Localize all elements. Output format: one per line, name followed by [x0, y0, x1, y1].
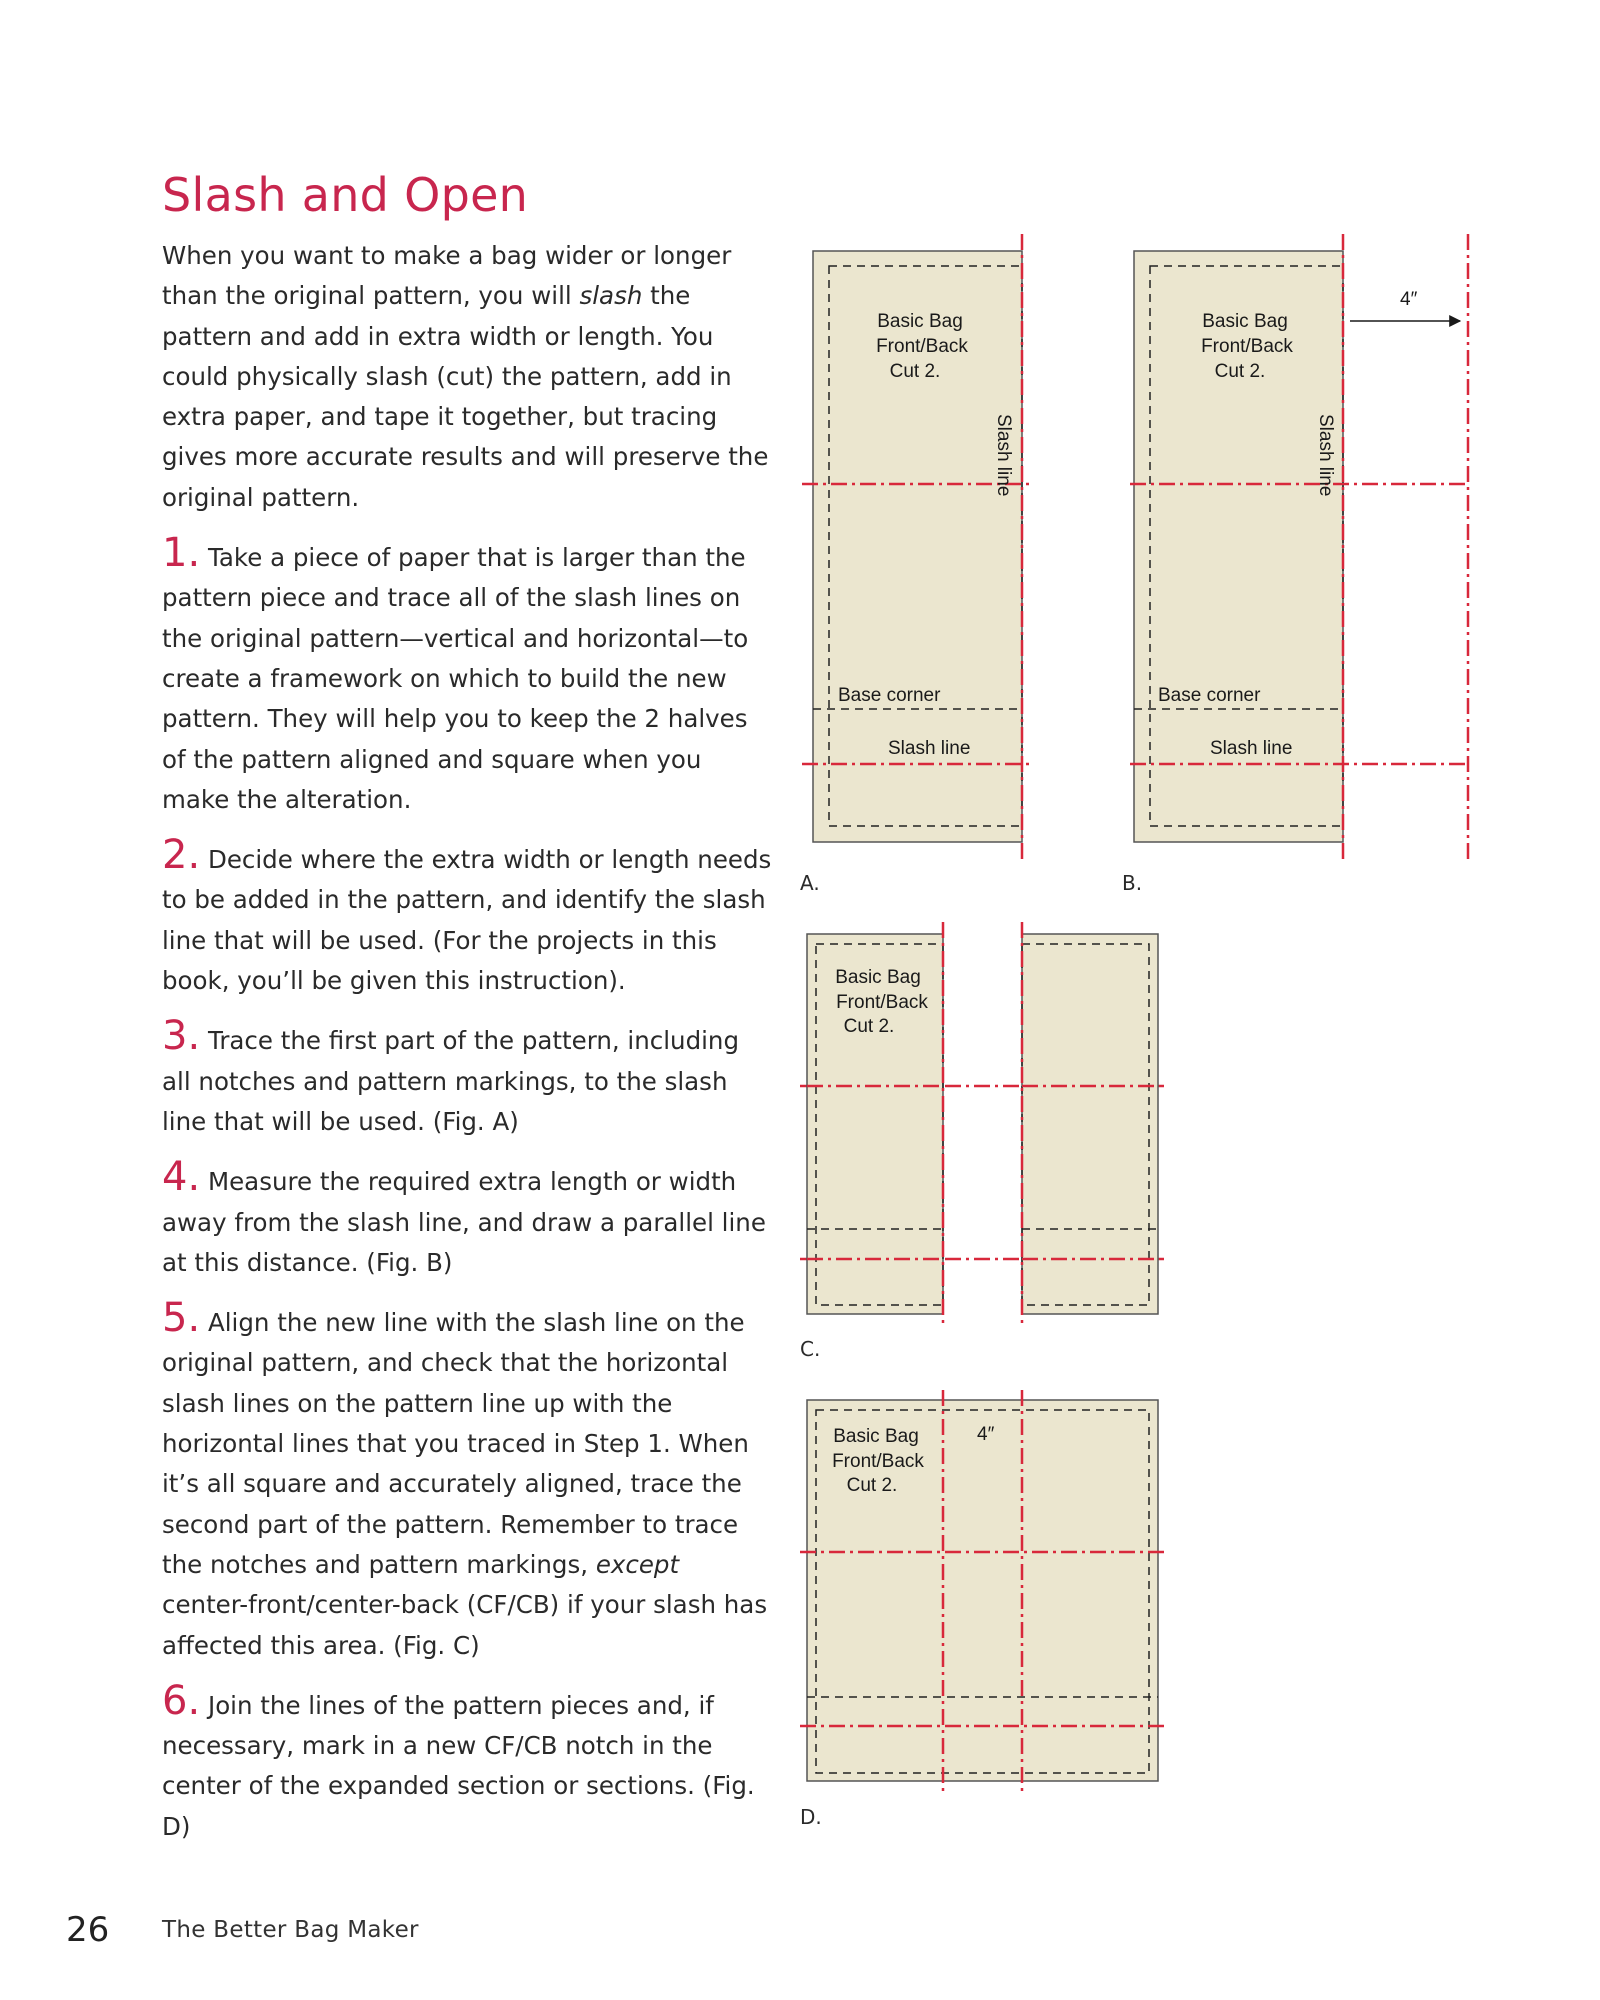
step-text: Decide where the extra width or length needs to be added in the pattern, and identify the slash line that will be used. (For the projects in this book, you’ll be given this instruction).	[162, 845, 772, 996]
figure-d	[800, 1390, 1165, 1829]
emphasis-slash: slash	[579, 281, 643, 311]
step-number: 1.	[162, 530, 201, 577]
slash-line-label: Slash line	[888, 738, 971, 759]
step-number: 5.	[162, 1295, 201, 1342]
figure-a	[800, 234, 1032, 895]
intro-paragraph: When you want to make a bag wider or longer than the original pattern, you will slash the pattern and add in extra width or length. You could physically slash (cut) the pattern, add in extra paper, and tape it together, but tracing gives more accurate results and will preserve the original pattern.	[162, 241, 769, 512]
figure-label: B.	[1122, 871, 1143, 895]
piece-label: Front/Back	[1201, 336, 1293, 357]
step-text: Join the lines of the pattern pieces and, if necessary, mark in a new CF/CB notch in the center of the expanded section or sections. (Fig. D)	[162, 1690, 755, 1841]
piece-label: Cut 2.	[1214, 361, 1266, 382]
step-number: 4.	[162, 1154, 201, 1201]
step-5: 5. Align the new line with the slash line on the original pattern, and check that the horizontal slash lines on the pattern line up with the horizontal lines that you traced in Step 1. When it’s all square and accurately aligned, trace the second part of the pattern. Remember to trace the notches and pattern markings, except center-front/center-back (CF/CB) if your slash has affected this area. (Fig. C)	[162, 1295, 768, 1660]
piece-label: Front/Back	[836, 992, 928, 1013]
slash-line-label: Slash line	[1315, 414, 1336, 497]
step-number: 2.	[162, 832, 201, 879]
pattern-piece-left	[807, 934, 943, 1314]
piece-label: Cut 2.	[846, 1475, 898, 1496]
page-title: Slash and Open	[162, 168, 529, 222]
piece-label: Basic Bag	[833, 1426, 919, 1447]
slash-line-label: Slash line	[1210, 738, 1293, 759]
slash-line-label: Slash line	[993, 414, 1014, 497]
piece-label: Front/Back	[832, 1451, 924, 1472]
base-corner-label: Base corner	[1158, 685, 1261, 706]
page-number: 26	[66, 1910, 110, 1950]
step-number: 6.	[162, 1677, 201, 1724]
figure-label: D.	[800, 1805, 822, 1829]
step-number: 3.	[162, 1013, 201, 1060]
piece-label: Basic Bag	[1202, 311, 1288, 332]
figure-label: C.	[800, 1337, 821, 1361]
measure-label: 4″	[1400, 289, 1418, 310]
base-corner-label: Base corner	[838, 685, 941, 706]
piece-label: Front/Back	[876, 336, 968, 357]
book-title: The Better Bag Maker	[162, 1917, 419, 1943]
figure-label: A.	[800, 871, 820, 895]
step-text: Align the new line with the slash line on the original pattern, and check that the horizontal slash lines on the pattern line up with the horizontal lines that you traced in Step 1. When it’s all square and accurately aligned, trace the second part of the pattern. Remember to trace the notches and pattern markings,	[162, 1308, 749, 1579]
step-text: Measure the required extra length or width away from the slash line, and draw a parallel line at this distance. (Fig. B)	[162, 1167, 766, 1277]
piece-label: Basic Bag	[877, 311, 963, 332]
step-text: Take a piece of paper that is larger than the pattern piece and trace all of the slash lines on the original pattern—vertical and horizontal—to create a framework on which to build the new pattern. They will help you to keep the 2 halves of the pattern aligned and square when you make the alteration.	[162, 543, 749, 814]
emphasis-except: except	[595, 1549, 680, 1579]
piece-label: Cut 2.	[889, 361, 941, 382]
piece-label: Cut 2.	[843, 1016, 895, 1037]
measure-label: 4″	[977, 1424, 995, 1445]
figure-b	[1122, 234, 1468, 895]
step-text: Trace the first part of the pattern, including all notches and pattern markings, to the slash line that will be used. (Fig. A)	[162, 1026, 740, 1136]
pattern-piece-right	[1022, 934, 1158, 1314]
figure-c	[800, 922, 1165, 1361]
piece-label: Basic Bag	[835, 967, 921, 988]
